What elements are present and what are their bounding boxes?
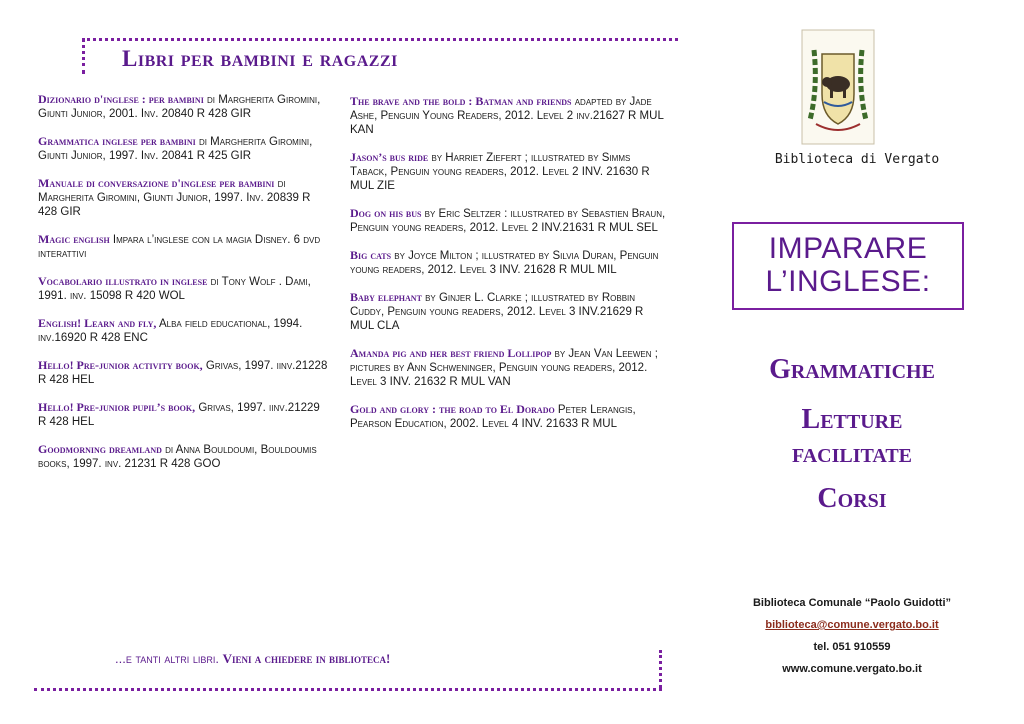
main-heading-line-2: L’INGLESE: <box>765 265 931 298</box>
book-details: Grivas, 1997. iinv.21229 R 428 HEL <box>38 402 320 428</box>
book-title: Baby elephant <box>350 290 422 304</box>
main-heading-line-1: IMPARARE <box>768 232 928 265</box>
library-name: Biblioteca di Vergato <box>774 152 940 167</box>
book-details: Grivas, 1997. iinv.21228 R 428 HEL <box>38 360 328 386</box>
book-title: Big cats <box>350 248 392 262</box>
book-title: Gold and glory : the road to El Dorado <box>350 402 555 416</box>
book-title: Magic english <box>38 232 110 246</box>
book-entry <box>350 150 670 193</box>
book-title: The brave and the bold : Batman and friends <box>350 94 572 108</box>
topic-letture-line-1: Letture <box>801 404 903 435</box>
footer-more-text: ...e tanti altri libri. <box>115 651 223 666</box>
book-entry <box>38 358 330 387</box>
book-entry <box>38 232 330 261</box>
topic-letture <box>732 403 972 471</box>
top-dotted-border <box>82 38 678 41</box>
coat-of-arms-boar-icon <box>800 28 876 146</box>
book-details: by Jean Van Leewen ; pictures by Ann Schweninger, Penguin young readers, 2012. Level 3 INV. 21632 R MUL VAN <box>350 348 658 388</box>
book-entry <box>350 94 670 137</box>
book-details: Alba field educational, 1994. inv.16920 R 428 ENC <box>38 318 303 344</box>
book-title: Vocabolario illustrato in inglese <box>38 274 208 288</box>
book-entry <box>38 134 330 163</box>
book-details: di Margherita Giromini, Giunti Junior, 1997. Inv. 20839 R 428 GIR <box>38 178 311 218</box>
book-title: Grammatica inglese per bambini <box>38 134 196 148</box>
book-entry <box>350 206 670 235</box>
book-entry <box>38 442 330 471</box>
book-details: by Harriet Ziefert ; illustrated by Simms Taback, Penguin young readers, 2012. Level 2 INV. 21630 R MUL ZIE <box>350 152 650 192</box>
page-title: Libri per bambini e ragazzi <box>122 46 398 71</box>
email-link[interactable]: biblioteca@comune.vergato.bo.it <box>765 619 939 631</box>
book-details: di Tony Wolf . Dami, 1991. inv. 15098 R 420 WOL <box>38 276 311 302</box>
book-details: by Ginjer L. Clarke ; illustrated by Robbin Cuddy, Penguin young readers, 2012. Level 3 INV.21629 R MUL CLA <box>350 292 644 332</box>
website-link[interactable]: www.comune.vergato.bo.it <box>782 663 922 675</box>
book-entry <box>38 400 330 429</box>
library-full-name: Biblioteca Comunale “Paolo Guidotti” <box>752 597 951 609</box>
book-title: Goodmorning dreamland <box>38 442 162 456</box>
book-title: Dog on his bus <box>350 206 422 220</box>
book-entry <box>38 274 330 303</box>
book-entry <box>38 92 330 121</box>
book-details: Peter Lerangis, Pearson Education, 2002. Level 4 INV. 21633 R MUL <box>350 404 636 430</box>
book-title: Dizionario d'inglese : per bambini <box>38 92 204 106</box>
footer-invitation <box>115 651 390 667</box>
book-entry <box>38 316 330 345</box>
book-title: Hello! Pre-junior pupil’s book, <box>38 400 196 414</box>
phone-number: tel. 051 910559 <box>813 641 891 653</box>
footer-invite: Vieni a chiedere in biblioteca! <box>222 651 391 666</box>
bottom-dotted-border <box>34 688 662 691</box>
book-entry <box>38 176 330 219</box>
book-details: di Anna Bouldoumi, Bouldoumis books, 1997. inv. 21231 R 428 GOO <box>38 444 317 470</box>
book-title: Manuale di conversazione d'inglese per bambini <box>38 176 275 190</box>
book-entry <box>350 248 670 277</box>
book-list-column-1 <box>38 92 330 484</box>
topic-corsi: Corsi <box>817 483 887 514</box>
book-entry <box>350 402 670 431</box>
right-dotted-border <box>659 650 662 688</box>
book-details: Impara l’inglese con la magia Disney. 6 dvd interattivi <box>38 234 321 260</box>
topic-letture-line-2: facilitate <box>791 438 913 469</box>
book-details: by Eric Seltzer : illustrated by Sebastien Braun, Penguin young readers, 2012. Level 2 INV.21631 R MUL SEL <box>350 208 666 234</box>
main-heading-box <box>732 222 964 310</box>
topic-grammatiche: Grammatiche <box>769 354 935 385</box>
book-details: by Joyce Milton ; illustrated by Silvia Duran, Penguin young readers, 2012. Level 3 INV. 21628 R MUL MIL <box>350 250 659 276</box>
book-details: adapted by Jade Ashe, Penguin Young Readers, 2012. Level 2 inv.21627 R MUL KAN <box>350 96 664 136</box>
left-dotted-border <box>82 38 85 74</box>
book-details: di Margherita Giromini, Giunti Junior, 2001. Inv. 20840 R 428 GIR <box>38 94 321 120</box>
book-title: Amanda pig and her best friend Lollipop <box>350 346 552 360</box>
book-title: Hello! Pre-junior activity book, <box>38 358 203 372</box>
book-list-column-2 <box>350 94 670 444</box>
book-title: Jason’s bus ride <box>350 150 429 164</box>
book-entry <box>350 290 670 333</box>
book-entry <box>350 346 670 389</box>
book-details: di Margherita Giromini, Giunti Junior, 1997. Inv. 20841 R 425 GIR <box>38 136 313 162</box>
book-title: English! Learn and fly, <box>38 316 157 330</box>
